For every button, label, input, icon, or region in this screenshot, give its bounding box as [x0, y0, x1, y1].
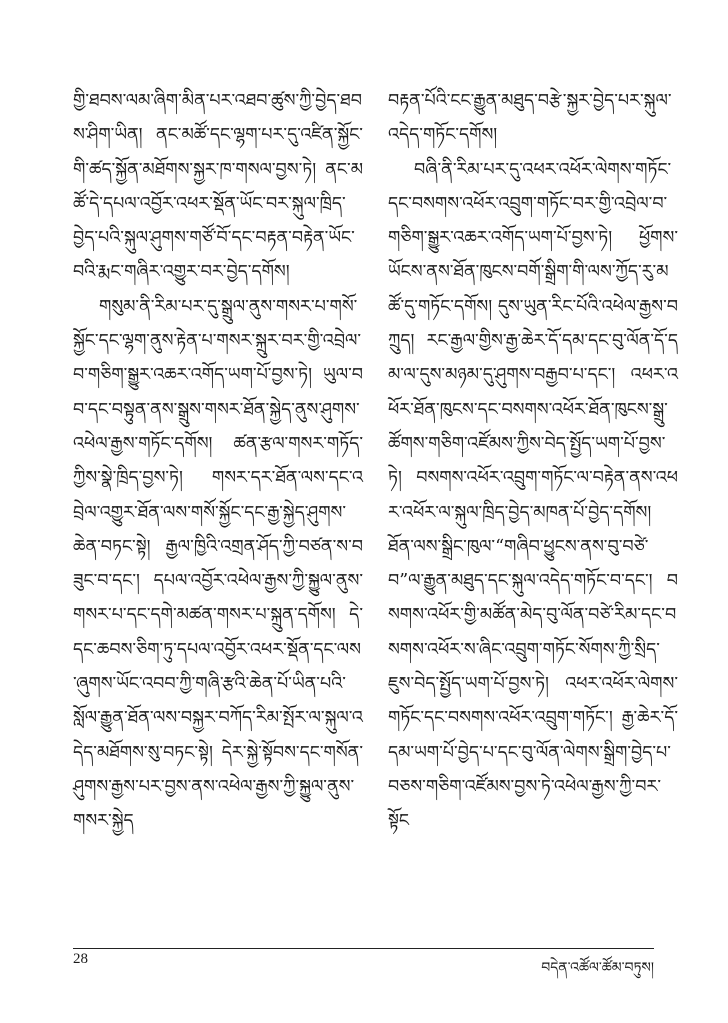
- footer-divider: [73, 948, 654, 949]
- running-footer-title: བདེན་འཚོལ་ཚོམ་བཏུས།: [541, 960, 654, 976]
- paragraph: བཞི་ནི་རིམ་པར་དུ་འཕར་འཕོར་ལེགས་གཏོང་དང་བསགས་འཕོར་འབྲུག་གཏོང་བར་གྱི་འབྲེལ་བ་གཅིག་སྒྱུར་འཆར་འགོད་ཡག་པོ་བྱས་ཏེ། ཕྱོགས་ཡོངས་ནས་ཐོན་ཁུངས་བགོ་སྒྲིག་གི་ལས་ཀྱོད་རུ་མཚོ་དུ་གཏོང་དགོས། དུས་ཡུན་རིང་པོའི་འཕེལ་རྒྱས་བཀྲུད། རང་རྒྱལ་གྱིས་རྒྱ་ཆེར་དོ་དམ་དང་བུ་ལོན་དོ་དམ་ལ་དུས་མཉམ་དུ་ཤུགས་བརྒྱབ་པ་དང་། འཕར་འཕོར་ཐོན་ཁུངས་དང་བསགས་འཕོར་ཐོན་ཁུངས་སྒྲུ་ཚོགས་གཅིག་འཛོམས་ཀྱིས་བེད་སྤྱོད་ཡག་པོ་བྱས་ཏེ། བསགས་འཕོར་འབྲུག་གཏོང་ལ་བརྟེན་ནས་འཕར་འཕོར་ལ་སྐུལ་ཁྲིད་བྱེད་མཁན་པོ་བྱེད་དགོས། ཐོན་ལས་སྒྲིང་ཁུལ་“གཞིབ་ཕྱུངས་ནས་བུ་བཙེ་བ”ལ་རྒྱུན་མཐུད་དང་སྐུལ་འདེད་གཏོང་བ་དང་། བསགས་འཕོར་གྱི་མཚོན་མེད་བུ་ལོན་བཙེ་རིམ་དང་བསགས་འཕོར་ས་ཞིང་འབྲུག་གཏོང་སོགས་ཀྱི་སྲིད་ཇུས་བེད་སྤྱོད་ཡག་པོ་བྱས་ཏེ། འཕར་འཕོར་ལེགས་གཏོང་དང་བསགས་འཕོར་འབྲུག་གཏོང་། རྒྱ་ཆེར་དོ་དམ་ཡག་པོ་བྱེད་པ་དང་བུ་ལོན་ལེགས་སྒྲིག་བྱེད་པ་བཅས་གཅིག་འཛོམས་བྱས་ཏེ་འཕེལ་རྒྱས་ཀྱི་བར་སྟོང: [388, 159, 678, 832]
- right-text-column: [388, 84, 678, 839]
- paragraph: བརྟན་པོའི་ངང་རྒྱུན་མཐུད་བརྩེ་སྐྱར་བྱེད་པར་སྐུལ་འདེད་གཏོང་དགོས།: [388, 91, 672, 146]
- left-text-column: [73, 84, 363, 839]
- paragraph: གྱི་ཐབས་ལམ་ཞིག་མིན་པར་འཐབ་ཚུས་ཀྱི་བྱེད་ཐབས་ཤིག་ཡིན། ནང་མཚོ་དང་ལྷག་པར་དུ་འཛིན་སྐྱོང་གི་ཚད་སྐྱོན་མཐོགས་སྐྱར་ཁ་གསལ་བྱས་ཏེ། ནང་མཚོ་དེ་དཔལ་འབྱོར་འཕར་སྡོན་ཡོང་བར་སྐུལ་ཁྲིད་བྱེད་པའི་སྐུལ་ཤུགས་གཙོ་བོ་དང་བརྟན་བརྟེན་ཡོང་བའི་རྨང་གཞིར་འགྱུར་བར་བྱེད་དགོས།: [73, 91, 363, 283]
- paragraph: གསུམ་ནི་རིམ་པར་དུ་སྒྲུལ་ནུས་གསར་པ་གསོ་སྐྱོང་དང་ལྷག་ནུས་རྟེན་པ་གསར་སྐྲུར་བར་གྱི་འབྲེལ་བ་གཅིག་སྒྱུར་འཆར་འགོད་ཡག་པོ་བྱས་ཏེ། ཡུལ་བབ་དང་བསྟུན་ནས་སྒྲུས་གསར་ཐོན་སྐྱེད་ནུས་ཤུགས་འཕེལ་རྒྱས་གཏོང་དགོས། ཚན་རྩལ་གསར་གཏོད་ཀྱིས་སྣེ་ཁྲིད་བྱས་ཏེ། གསར་དར་ཐོན་ལས་དང་འབྲེལ་འགྱུར་ཐོན་ལས་གསོ་སྐྱོང་དང་རྒྱ་སྐྱེད་ཤུགས་ཆེན་བཏང་སྟེ། རྒྱལ་ཁྱིའི་འགྲན་ཤོད་ཀྱི་བཙན་ས་བཟུང་བ་དང་། དཔལ་འབྱོར་འཕེལ་རྒྱས་ཀྱི་སྐྱུལ་ནུས་གསར་པ་དང་དགེ་མཚན་གསར་པ་སྐྲུན་དགོས། དེ་དང་ཆབས་ཅིག་ཏུ་དཔལ་འབྱོར་འཕར་སྡོན་དང་ལས་ཞུགས་ཡོང་འབབ་ཀྱི་གཞི་རྩའི་ཆེན་པོ་ཡིན་པའི་སློལ་རྒྱུན་ཐོན་ལས་བསྐྱར་བཀོད་རིམ་སྤོར་ལ་སྐུལ་འདེད་མཐོགས་སུ་བཏང་སྟེ། དེར་སྐྱེ་སྟོབས་དང་གསོན་ཤུགས་རྒྱས་པར་བྱས་ནས་འཕེལ་རྒྱས་ཀྱི་སྐྱུལ་ནུས་གསར་སྐྱེད: [73, 296, 363, 832]
- page-number: 28: [73, 951, 88, 967]
